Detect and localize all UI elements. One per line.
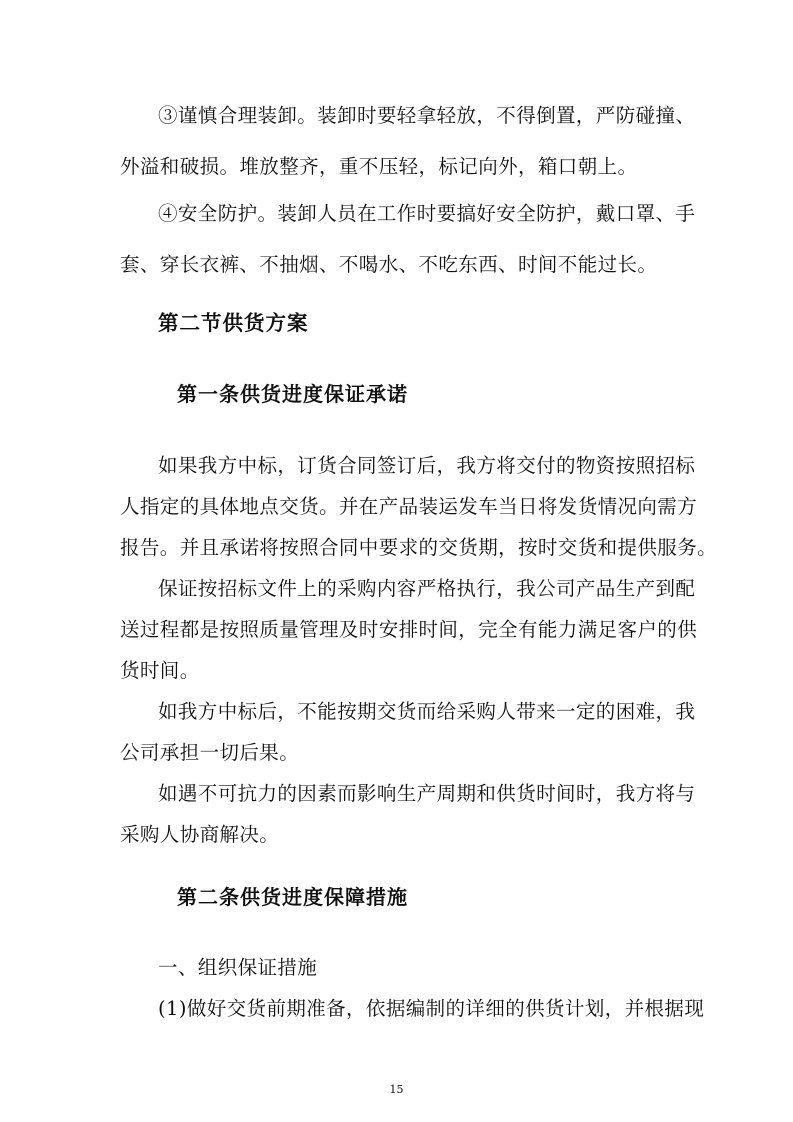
article1-p4-line1: 如遇不可抗力的因素而影响生产周期和供货时间时，我方将与 — [158, 782, 696, 805]
article2-subheading: 一、组织保证措施 — [158, 956, 318, 979]
item3-line1: ③谨慎合理装卸。装卸时要轻拿轻放，不得倒置，严防碰撞、 — [158, 104, 696, 127]
article1-p1-line1: 如果我方中标，订货合同签订后，我方将交付的物资按照招标 — [158, 454, 696, 477]
article1-p3-line2: 公司承担一切后果。 — [120, 741, 300, 764]
item4-line1: ④安全防护。装卸人员在工作时要搞好安全防护，戴口罩、手 — [158, 202, 696, 225]
article1-p2-line2: 送过程都是按照质量管理及时安排时间，完全有能力满足客户的供 — [120, 618, 698, 641]
section-title: 第二节供货方案 — [158, 311, 309, 335]
item3-line2: 外溢和破损。堆放整齐，重不压轻，标记向外，箱口朝上。 — [120, 155, 638, 178]
article1-p3-line1: 如我方中标后，不能按期交货而给采购人带来一定的困难，我 — [158, 700, 696, 723]
article2-title: 第二条供货进度保障措施 — [177, 885, 408, 909]
article1-p1-line3: 报告。并且承诺将按照合同中要求的交货期，按时交货和提供服务。 — [120, 536, 718, 559]
item4-line2: 套、穿长衣裤、不抽烟、不喝水、不吃东西、时间不能过长。 — [120, 253, 658, 276]
article1-p2-line3: 货时间。 — [120, 659, 200, 682]
article1-p1-line2: 人指定的具体地点交货。并在产品装运发车当日将发货情况向需方 — [120, 495, 698, 518]
article1-p2-line1: 保证按招标文件上的采购内容严格执行，我公司产品生产到配 — [158, 577, 696, 600]
article2-item1-line1: (1)做好交货前期准备，依据编制的详细的供货计划，并根据现 — [158, 997, 705, 1020]
page-number: 15 — [389, 1083, 404, 1096]
article1-title: 第一条供货进度保证承诺 — [177, 382, 408, 406]
article1-p4-line2: 采购人协商解决。 — [120, 823, 280, 846]
